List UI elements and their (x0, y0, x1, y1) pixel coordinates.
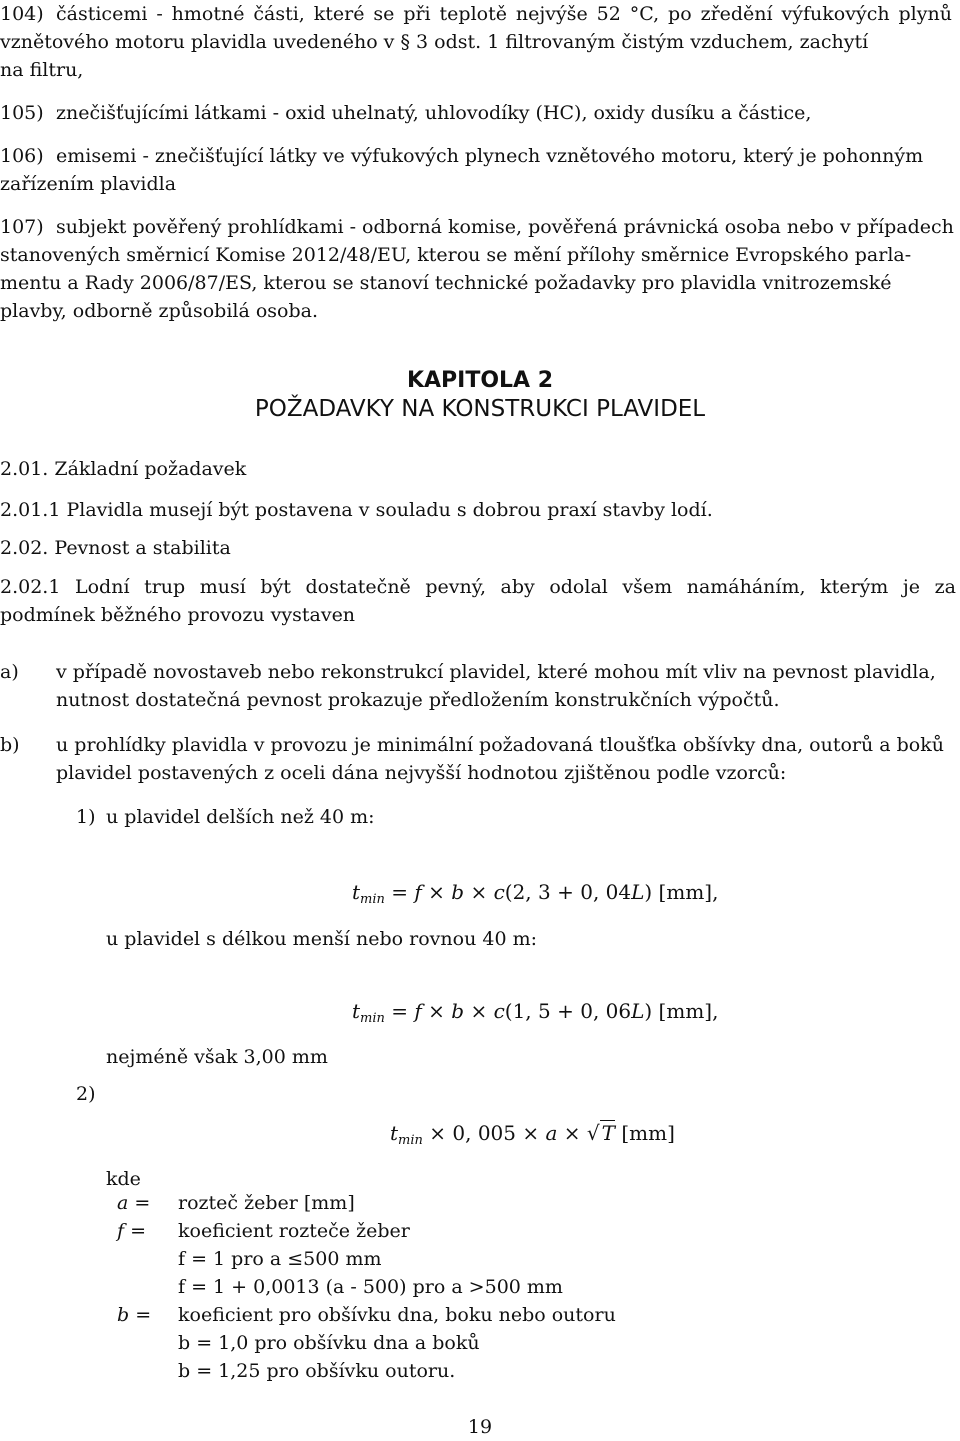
def-text-a: rozteč žeber [mm] (178, 1192, 355, 1214)
formula-3: $t_{min} \times 0$, 005 × a × √ T [mm] (390, 1121, 675, 1148)
def-f-case-2: f = 1 + 0,0013 (a - 500) pro a >500 mm (178, 1276, 563, 1298)
def-symbol-a: a = (117, 1192, 151, 1214)
subitem-2-label: 2) (76, 1083, 96, 1105)
section-2-01-title: 2.01. Základní požadavek (0, 458, 247, 480)
item-107-line-4: plavby, odborně způsobilá osoba. (0, 300, 318, 322)
def-b-case-2: b = 1,25 pro obšívku outoru. (178, 1360, 456, 1382)
section-2-02-title: 2.02. Pevnost a stabilita (0, 537, 231, 559)
def-symbol-b: b = (117, 1304, 152, 1326)
short-vessel-text: u plavidel s délkou menší nebo rovnou 40 m: (106, 928, 538, 950)
definitions-kde: kde (106, 1168, 141, 1190)
list-a-label: a) (0, 661, 19, 683)
item-104-line-1: částicemi - hmotné části, které se při teplotě nejvýše 52 °C, po zředění výfukových plynů (56, 3, 952, 25)
chapter-label: KAPITOLA 2 (406, 368, 554, 393)
item-106-line-1: emisemi - znečišťující látky ve výfukových plynech vznětového motoru, který je pohonným (56, 145, 924, 167)
item-106-number: 106) (0, 145, 44, 167)
minimum-thickness-text: nejméně však 3,00 mm (106, 1046, 328, 1068)
def-text-f: koeficient rozteče žeber (178, 1220, 410, 1242)
section-2-02-1-line-1: 2.02.1 Lodní trup musí být dostatečně pevný, aby odolal všem namáháním, kterým je za (0, 576, 956, 598)
page-number: 19 (467, 1416, 493, 1438)
item-104-number: 104) (0, 3, 44, 25)
def-symbol-f: f = (117, 1220, 146, 1242)
list-a-line-2: nutnost dostatečná pevnost prokazuje předložením konstrukčních výpočtů. (56, 689, 780, 711)
item-107-line-2: stanovených směrnicí Komise 2012/48/EU, kterou se mění přílohy směrnice Evropského parla- (0, 244, 912, 266)
list-a-line-1: v případě novostaveb nebo rekonstrukcí plavidel, které mohou mít vliv na pevnost plavidla, (56, 661, 936, 683)
item-107-line-3: mentu a Rady 2006/87/ES, kterou se stanoví technické požadavky pro plavidla vnitrozemské (0, 272, 892, 294)
item-105-line-1: znečišťujícími látkami - oxid uhelnatý, uhlovodíky (HC), oxidy dusíku a částice, (56, 102, 812, 124)
item-104-line-3: na filtru, (0, 59, 84, 81)
item-104-line-2: vznětového motoru plavidla uvedeného v § 3 odst. 1 filtrovaným čistým vzduchem, zachytí (0, 31, 869, 53)
list-b-line-2: plavidel postavených z oceli dána nejvyšší hodnotou zjištěnou podle vzorců: (56, 762, 787, 784)
subitem-1-label: 1) (76, 806, 96, 828)
subitem-1-text: u plavidel delších než 40 m: (106, 806, 375, 828)
item-106-line-2: zařízením plavidla (0, 173, 177, 195)
item-107-number: 107) (0, 216, 44, 238)
section-2-01-1-text: 2.01.1 Plavidla musejí být postavena v souladu s dobrou praxí stavby lodí. (0, 499, 713, 521)
list-b-label: b) (0, 734, 20, 756)
formula-2: $t_{min} = f \times b \times c(1$, 5 + 0, 06L) [mm], (352, 999, 719, 1026)
def-b-case-1: b = 1,0 pro obšívku dna a boků (178, 1332, 480, 1354)
def-text-b: koeficient pro obšívku dna, boku nebo outoru (178, 1304, 616, 1326)
formula-1: $t_{min} = f \times b \times c(2$, 3 + 0, 04L) [mm], (352, 880, 719, 907)
section-2-02-1-line-2: podmínek běžného provozu vystaven (0, 604, 356, 626)
item-105-number: 105) (0, 102, 44, 124)
list-b-line-1: u prohlídky plavidla v provozu je minimální požadovaná tloušťka obšívky dna, outorů a boků (56, 734, 944, 756)
item-107-line-1: subjekt pověřený prohlídkami - odborná komise, pověřená právnická osoba nebo v případech (56, 216, 954, 238)
def-f-case-1: f = 1 pro a ≤500 mm (178, 1248, 382, 1270)
chapter-title: POŽADAVKY NA KONSTRUKCI PLAVIDEL (254, 396, 706, 422)
